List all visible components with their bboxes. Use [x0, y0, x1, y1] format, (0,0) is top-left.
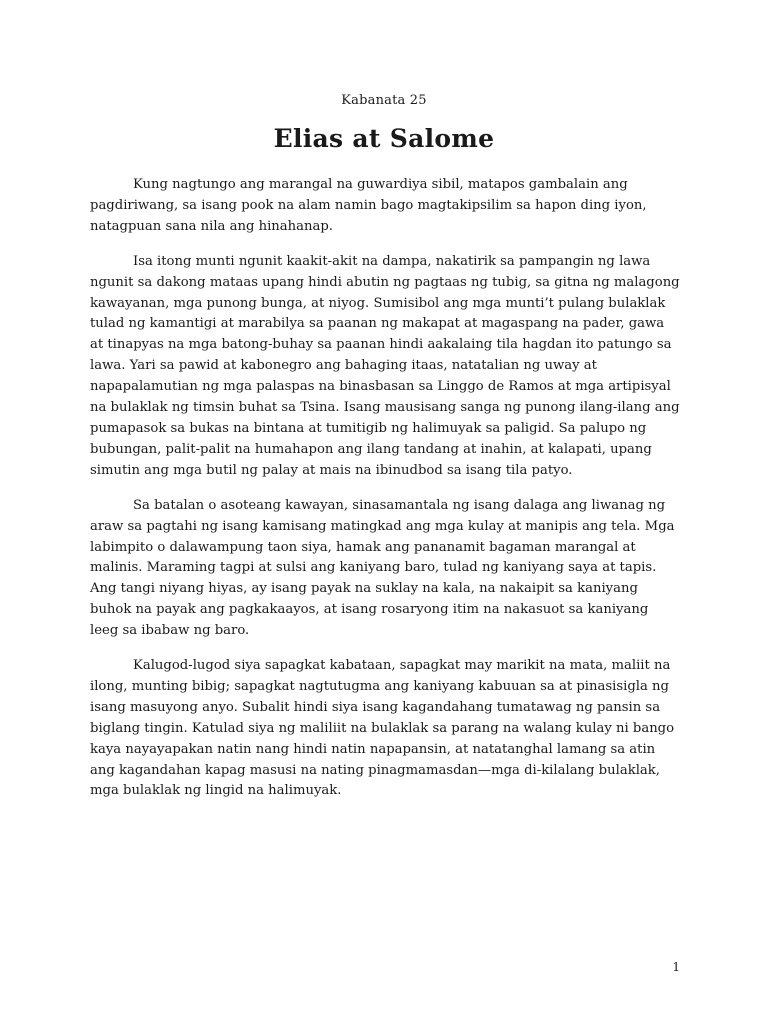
paragraph: Isa itong munti ngunit kaakit-akit na dampa, nakatirik sa pampangin ng lawa ngunit sa dakong mataas upang hindi abutin ng pagtaas ng tubig, sa gitna ng malagong kawayanan, mga punong bunga, at niyog. Sumisibol ang mga munti’t pulang bulaklak tulad ng kamantigi at marabilya sa paanan ng makapat at magaspang na pader, gawa at tinapyas na mga batong-buhay sa paanan hindi aakalaing tila hagdan ito patungo sa lawa. Yari sa pawid at kabonegro ang bahaging itaas, natatalian ng uway at napapalamutian ng mga palaspas na binasbasan sa Linggo de Ramos at mga artipisyal na bulaklak ng timsin buhat sa Tsina. Isang mausisang sanga ng punong ilang-ilang ang pumapasok sa bukas na bintana at tumitigib ng halimuyak sa paligid. Sa palupo ng bubungan, palit-palit na humahapon ang ilang tandang at inahin, at kalapati, upang simutin ang mga butil ng palay at mais na ibinudbod sa isang tila patyo.	[90, 253, 680, 478]
body-text	[90, 175, 680, 816]
paragraph: Kung nagtungo ang marangal na guwardiya sibil, matapos gambalain ang pagdiriwang, sa isang pook na alam namin bago magtakipsilim sa hapon ding iyon, natagpuan sana nila ang hinahanap.	[90, 177, 647, 234]
paragraph: Kalugod-lugod siya sapagkat kabataan, sapagkat may marikit na mata, maliit na ilong, munting bibig; sapagkat nagtutugma ang kaniyang kabuuan sa at pinasisigla ng isang masuyong anyo. Subalit hindi siya isang kagandahang tumatawag ng pansin sa biglang tingin. Katulad siya ng maliliit na bulaklak sa parang na walang kulay ni bango kaya nayayapakan natin nang hindi natin napapansin, at natatanghal lamang sa atin ang kagandahan kapag masusi na nating pinagmamasdan—mga di-kilalang bulaklak, mga bulaklak ng lingid na halimuyak.	[90, 658, 675, 799]
chapter-title: Elias at Salome	[273, 124, 495, 153]
paragraph: Sa batalan o asoteang kawayan, sinasamantala ng isang dalaga ang liwanag ng araw sa pagtahi ng isang kamisang matingkad ang mga kulay at manipis ang tela. Mga labimpito o dalawampung taon siya, hamak ang pananamit bagaman marangal at malinis. Maraming tagpi at sulsi ang kaniyang baro, tulad ng kaniyang saya at tapis. Ang tangi niyang hiyas, ay isang payak na suklay na kala, na nakaipit sa kaniyang buhok na payak ang pagkakaayos, at isang rosaryong itim na nakasuot sa kaniyang leeg sa ibabaw ng baro.	[90, 497, 675, 639]
chapter-label: Kabanata 25	[341, 93, 427, 108]
page-number: 1	[672, 960, 680, 974]
